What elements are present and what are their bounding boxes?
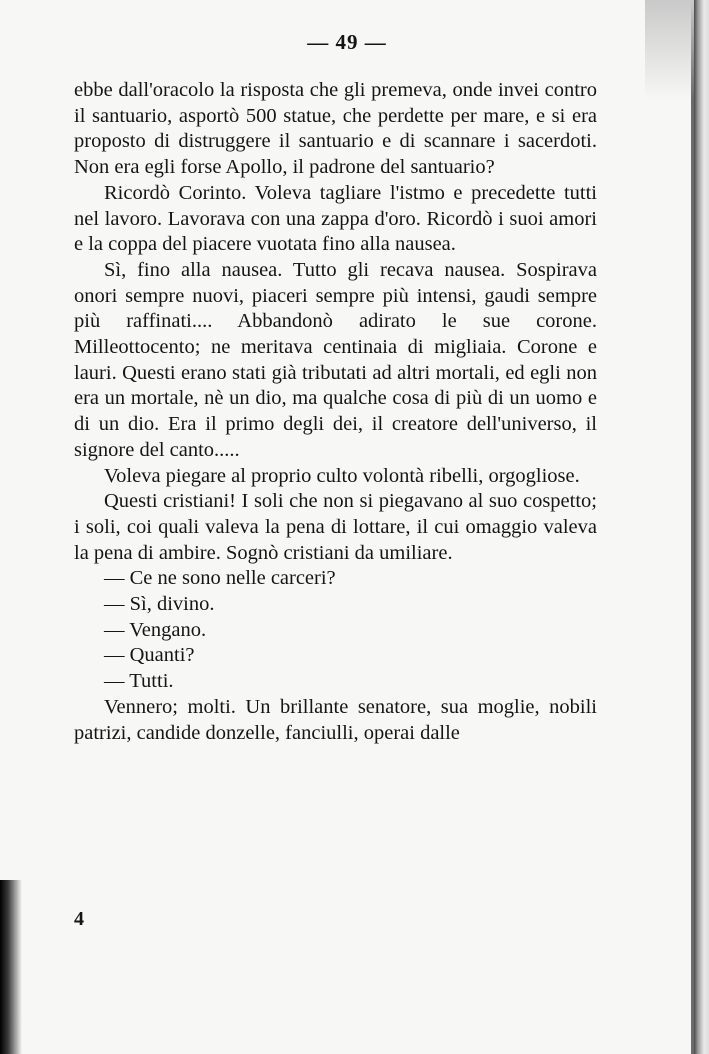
scan-edge-shadow [0, 880, 22, 1054]
paragraph: Vennero; molti. Un brillante senatore, sua moglie, nobili patrizi, candide donzelle, fanciulli, operai dalle [74, 695, 597, 744]
dialogue-line: — Ce ne sono nelle carceri? [104, 567, 336, 590]
paragraph: Questi cristiani! I soli che non si piegavano al suo cospetto; i soli, coi quali valeva la pena di lottare, il cui omaggio valeva la pena di ambire. Sognò cristiani da umiliare. [74, 490, 597, 564]
page-gutter [694, 0, 709, 1054]
body-text [74, 78, 597, 746]
paragraph: Voleva piegare al proprio culto volontà ribelli, orgogliose. [104, 464, 580, 487]
dialogue-line: — Tutti. [104, 670, 174, 693]
paragraph: ebbe dall'oracolo la risposta che gli premeva, onde invei contro il santuario, asportò 500 statue, che perdette per mare, e si era proposto di distruggere il santuario e di scannare i sacerdoti. Non era egli forse Apollo, il padrone del santuario? [74, 79, 597, 179]
paragraph: Ricordò Corinto. Voleva tagliare l'istmo e precedette tutti nel lavoro. Lavorava con una zappa d'oro. Ricordò i suoi amori e la coppa del piacere vuotata fino alla nausea. [74, 181, 597, 256]
signature-mark: 4 [74, 908, 84, 930]
paragraph: Sì, fino alla nausea. Tutto gli recava nausea. Sospirava onori sempre nuovi, piaceri sempre più intensi, gaudi sempre più raffinati.... Abbandonò adirato le sue corone. Milleottocento; ne meritava centinaia di migliaia. Corone e lauri. Questi erano stati già tributati ad altri mortali, ed egli non era un mortale, nè un dio, ma qualche cosa di più di un uomo e di un dio. Era il primo degli dei, il creatore dell'universo, il signore del canto..... [74, 258, 597, 461]
dialogue-line: — Sì, divino. [104, 593, 215, 616]
dialogue-line: — Quanti? [104, 644, 195, 667]
dialogue-line: — Vengano. [104, 618, 207, 641]
page-number: — 49 — [307, 30, 387, 54]
